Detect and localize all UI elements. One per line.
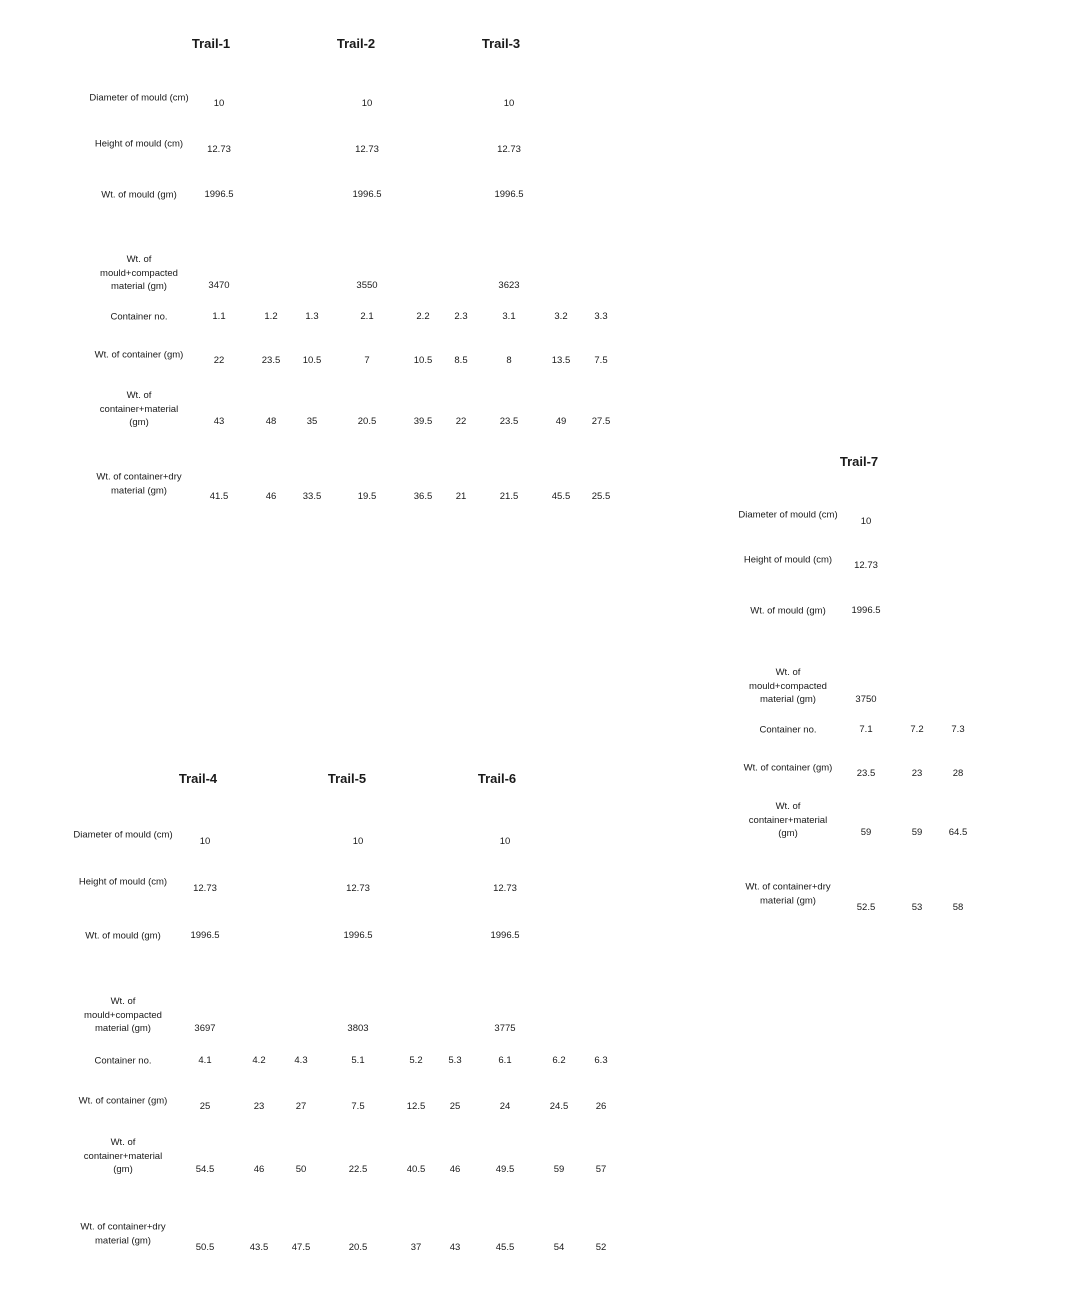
trail-7-title: Trail-7 bbox=[839, 454, 879, 469]
trail-1-wt-mould-value: 1996.5 bbox=[204, 189, 234, 200]
trail-4-wt-mould-compacted-value: 3697 bbox=[194, 1023, 216, 1034]
trail-2-container-no: 2.1 bbox=[360, 311, 374, 322]
trail-3-wt-container-material: 23.5 bbox=[499, 416, 519, 427]
trail-1-wt-container-dry: 33.5 bbox=[302, 491, 322, 502]
trail-2-container-no: 2.3 bbox=[454, 311, 468, 322]
trail-6-wt-container-material: 59 bbox=[553, 1164, 565, 1175]
trail-6-wt-container-dry: 45.5 bbox=[495, 1242, 515, 1253]
right-label-wt-mould-compacted: Wt. of mould+compacted material (gm) bbox=[749, 666, 827, 705]
trail-4-wt-container-dry: 47.5 bbox=[291, 1242, 311, 1253]
right-label-diameter: Diameter of mould (cm) bbox=[738, 509, 838, 521]
trail-4-wt-container-material: 46 bbox=[253, 1164, 265, 1175]
trail-5-container-no: 5.2 bbox=[409, 1055, 423, 1066]
trail-2-wt-container: 7 bbox=[364, 355, 370, 366]
trail-6-wt-container-material: 49.5 bbox=[495, 1164, 515, 1175]
right-label-wt-mould: Wt. of mould (gm) bbox=[750, 605, 826, 617]
right-label-container-no: Container no. bbox=[759, 724, 817, 736]
bottom-label-height: Height of mould (cm) bbox=[78, 876, 168, 888]
trail-7-wt-container: 23 bbox=[911, 768, 923, 779]
trail-2-height-value: 12.73 bbox=[355, 144, 379, 155]
trail-3-wt-container: 7.5 bbox=[594, 355, 608, 366]
trail-1-container-no: 1.3 bbox=[305, 311, 319, 322]
trail-7-height-value: 12.73 bbox=[854, 560, 878, 571]
trail-1-wt-mould-compacted-value: 3470 bbox=[208, 280, 230, 291]
right-label-wt-container: Wt. of container (gm) bbox=[743, 762, 833, 774]
trail-2-wt-container-material: 20.5 bbox=[357, 416, 377, 427]
trail-4-diameter-value: 10 bbox=[199, 836, 211, 847]
right-label-wt-container-material: Wt. of container+material (gm) bbox=[748, 800, 828, 839]
trail-1-wt-container-dry: 46 bbox=[265, 491, 277, 502]
trail-4-wt-container-material: 54.5 bbox=[195, 1164, 215, 1175]
trail-5-title: Trail-5 bbox=[327, 771, 367, 786]
trail-2-title: Trail-2 bbox=[336, 36, 376, 51]
top-label-wt-mould: Wt. of mould (gm) bbox=[101, 189, 177, 201]
bottom-label-wt-mould: Wt. of mould (gm) bbox=[85, 930, 161, 942]
trail-6-wt-mould-value: 1996.5 bbox=[490, 930, 520, 941]
trail-3-height-value: 12.73 bbox=[497, 144, 521, 155]
bottom-label-wt-container-material: Wt. of container+material (gm) bbox=[83, 1136, 163, 1175]
trail-4-container-no: 4.2 bbox=[252, 1055, 266, 1066]
trail-2-wt-mould-value: 1996.5 bbox=[352, 189, 382, 200]
bottom-label-wt-mould-compacted: Wt. of mould+compacted material (gm) bbox=[84, 995, 162, 1034]
trail-2-wt-container-dry: 19.5 bbox=[357, 491, 377, 502]
trail-2-wt-container-material: 39.5 bbox=[413, 416, 433, 427]
trail-6-height-value: 12.73 bbox=[493, 883, 517, 894]
bottom-label-diameter: Diameter of mould (cm) bbox=[73, 829, 173, 841]
bottom-label-container-no: Container no. bbox=[94, 1055, 152, 1067]
trail-5-wt-container: 12.5 bbox=[406, 1101, 426, 1112]
trail-1-diameter-value: 10 bbox=[213, 98, 225, 109]
trail-3-wt-container-material: 49 bbox=[555, 416, 567, 427]
trail-7-wt-mould-compacted-value: 3750 bbox=[855, 694, 877, 705]
trail-3-wt-container-dry: 45.5 bbox=[551, 491, 571, 502]
trail-3-diameter-value: 10 bbox=[503, 98, 515, 109]
trail-4-container-no: 4.3 bbox=[294, 1055, 308, 1066]
trail-5-wt-container: 25 bbox=[449, 1101, 461, 1112]
trail-5-wt-container: 7.5 bbox=[351, 1101, 365, 1112]
trail-7-wt-container: 28 bbox=[952, 768, 964, 779]
trail-2-container-no: 2.2 bbox=[416, 311, 430, 322]
trail-5-wt-container-dry: 37 bbox=[410, 1242, 422, 1253]
trail-2-diameter-value: 10 bbox=[361, 98, 373, 109]
trail-3-wt-container: 13.5 bbox=[551, 355, 571, 366]
trail-4-wt-container-dry: 50.5 bbox=[195, 1242, 215, 1253]
bottom-label-wt-container: Wt. of container (gm) bbox=[78, 1095, 168, 1107]
trail-1-title: Trail-1 bbox=[191, 36, 231, 51]
trail-4-wt-container-material: 50 bbox=[295, 1164, 307, 1175]
trail-7-container-no: 7.2 bbox=[910, 724, 924, 735]
trail-6-wt-container-dry: 52 bbox=[595, 1242, 607, 1253]
trail-2-wt-container-material: 22 bbox=[455, 416, 467, 427]
trail-1-container-no: 1.2 bbox=[264, 311, 278, 322]
trail-7-wt-container-material: 59 bbox=[911, 827, 923, 838]
trail-5-wt-mould-compacted-value: 3803 bbox=[347, 1023, 369, 1034]
trail-3-wt-container-dry: 21.5 bbox=[499, 491, 519, 502]
trail-7-wt-container: 23.5 bbox=[856, 768, 876, 779]
bottom-label-wt-container-dry: Wt. of container+dry material (gm) bbox=[80, 1221, 166, 1246]
trail-1-wt-container-material: 43 bbox=[213, 416, 225, 427]
trail-5-wt-container-dry: 20.5 bbox=[348, 1242, 368, 1253]
right-label-height: Height of mould (cm) bbox=[743, 554, 833, 566]
top-label-diameter: Diameter of mould (cm) bbox=[89, 92, 189, 104]
trail-6-wt-container-dry: 54 bbox=[553, 1242, 565, 1253]
trail-3-wt-container: 8 bbox=[506, 355, 512, 366]
trail-4-height-value: 12.73 bbox=[193, 883, 217, 894]
trail-2-wt-container-dry: 36.5 bbox=[413, 491, 433, 502]
trail-3-wt-mould-value: 1996.5 bbox=[494, 189, 524, 200]
trail-6-wt-mould-compacted-value: 3775 bbox=[494, 1023, 516, 1034]
trail-5-wt-container-material: 22.5 bbox=[348, 1164, 368, 1175]
trail-5-diameter-value: 10 bbox=[352, 836, 364, 847]
trail-5-wt-container-material: 40.5 bbox=[406, 1164, 426, 1175]
trail-6-container-no: 6.3 bbox=[594, 1055, 608, 1066]
trail-5-container-no: 5.3 bbox=[448, 1055, 462, 1066]
trail-3-wt-mould-compacted-value: 3623 bbox=[498, 280, 520, 291]
top-label-wt-container: Wt. of container (gm) bbox=[94, 349, 184, 361]
trail-4-title: Trail-4 bbox=[178, 771, 218, 786]
trail-6-wt-container: 24.5 bbox=[549, 1101, 569, 1112]
trail-5-wt-mould-value: 1996.5 bbox=[343, 930, 373, 941]
trail-6-container-no: 6.2 bbox=[552, 1055, 566, 1066]
trail-1-wt-container: 22 bbox=[213, 355, 225, 366]
trail-7-diameter-value: 10 bbox=[860, 516, 872, 527]
trail-7-container-no: 7.3 bbox=[951, 724, 965, 735]
trail-4-wt-container: 25 bbox=[199, 1101, 211, 1112]
trail-7-wt-container-dry: 58 bbox=[952, 902, 964, 913]
trail-1-wt-container-material: 48 bbox=[265, 416, 277, 427]
trail-6-title: Trail-6 bbox=[477, 771, 517, 786]
trail-3-title: Trail-3 bbox=[481, 36, 521, 51]
trail-6-diameter-value: 10 bbox=[499, 836, 511, 847]
trail-1-wt-container: 23.5 bbox=[261, 355, 281, 366]
trail-7-container-no: 7.1 bbox=[859, 724, 873, 735]
trail-5-container-no: 5.1 bbox=[351, 1055, 365, 1066]
trail-5-wt-container-material: 46 bbox=[449, 1164, 461, 1175]
top-label-wt-container-dry: Wt. of container+dry material (gm) bbox=[96, 471, 182, 496]
trail-7-wt-container-material: 59 bbox=[860, 827, 872, 838]
trail-6-container-no: 6.1 bbox=[498, 1055, 512, 1066]
trail-4-wt-mould-value: 1996.5 bbox=[190, 930, 220, 941]
trail-7-wt-container-dry: 53 bbox=[911, 902, 923, 913]
trail-2-wt-container: 8.5 bbox=[454, 355, 468, 366]
top-label-wt-container-material: Wt. of container+material (gm) bbox=[99, 389, 179, 428]
trail-4-container-no: 4.1 bbox=[198, 1055, 212, 1066]
top-label-wt-mould-compacted: Wt. of mould+compacted material (gm) bbox=[100, 253, 178, 292]
top-label-container-no: Container no. bbox=[110, 311, 168, 323]
trail-3-container-no: 3.1 bbox=[502, 311, 516, 322]
trail-5-wt-container-dry: 43 bbox=[449, 1242, 461, 1253]
trail-1-container-no: 1.1 bbox=[212, 311, 226, 322]
trail-6-wt-container-material: 57 bbox=[595, 1164, 607, 1175]
trail-1-wt-container-dry: 41.5 bbox=[209, 491, 229, 502]
trail-2-wt-container-dry: 21 bbox=[455, 491, 467, 502]
trail-7-wt-container-material: 64.5 bbox=[948, 827, 968, 838]
trail-3-wt-container-dry: 25.5 bbox=[591, 491, 611, 502]
trail-5-height-value: 12.73 bbox=[346, 883, 370, 894]
trail-1-wt-container: 10.5 bbox=[302, 355, 322, 366]
trail-4-wt-container-dry: 43.5 bbox=[249, 1242, 269, 1253]
trail-4-wt-container: 27 bbox=[295, 1101, 307, 1112]
trail-4-wt-container: 23 bbox=[253, 1101, 265, 1112]
trail-7-wt-mould-value: 1996.5 bbox=[851, 605, 881, 616]
trail-6-wt-container: 24 bbox=[499, 1101, 511, 1112]
trail-3-container-no: 3.3 bbox=[594, 311, 608, 322]
top-label-height: Height of mould (cm) bbox=[94, 138, 184, 150]
trail-6-wt-container: 26 bbox=[595, 1101, 607, 1112]
trail-3-container-no: 3.2 bbox=[554, 311, 568, 322]
trail-7-wt-container-dry: 52.5 bbox=[856, 902, 876, 913]
trail-1-wt-container-material: 35 bbox=[306, 416, 318, 427]
trail-2-wt-container: 10.5 bbox=[413, 355, 433, 366]
trail-2-wt-mould-compacted-value: 3550 bbox=[356, 280, 378, 291]
right-label-wt-container-dry: Wt. of container+dry material (gm) bbox=[745, 881, 831, 906]
trail-3-wt-container-material: 27.5 bbox=[591, 416, 611, 427]
trail-1-height-value: 12.73 bbox=[207, 144, 231, 155]
